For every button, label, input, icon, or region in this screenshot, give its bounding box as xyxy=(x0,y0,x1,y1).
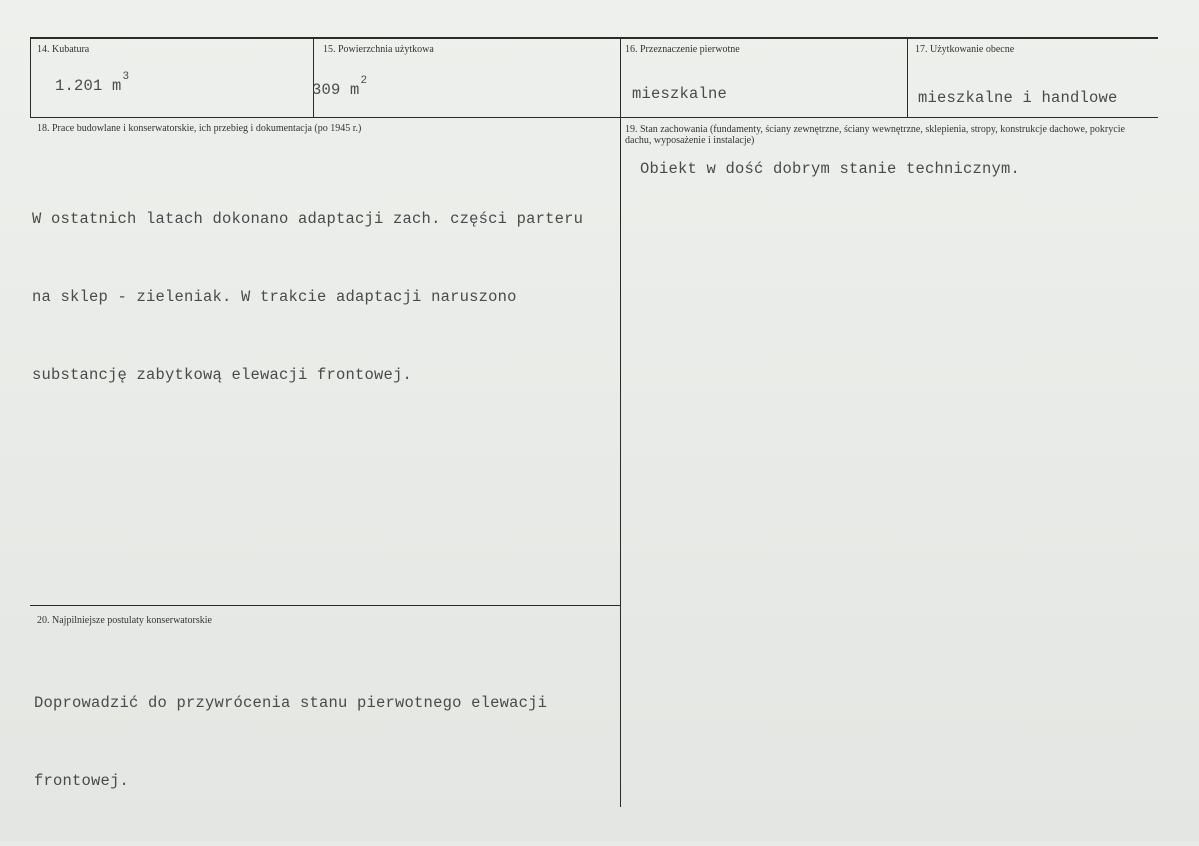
field-15-value xyxy=(312,75,368,99)
field-18-line-1: W ostatnich latach dokonano adaptacji zach. części parteru xyxy=(32,210,584,228)
field-20-text xyxy=(34,638,547,846)
field-18-line-2: na sklep - zieleniak. W trakcie adaptacji naruszono xyxy=(32,288,517,306)
divider-14-15 xyxy=(313,37,314,118)
field-16-value: mieszkalne xyxy=(632,85,728,103)
field-15-exponent: 2 xyxy=(360,75,368,87)
field-20-line-2: frontowej. xyxy=(34,772,130,790)
field-17-label: 17. Użytkowanie obecne xyxy=(915,44,1015,55)
field-14-exponent: 3 xyxy=(122,71,130,83)
field-18-label: 18. Prace budowlane i konserwatorskie, ich przebieg i dokumentacja (po 1945 r.) xyxy=(37,123,362,134)
center-divider xyxy=(620,37,621,807)
field-20-line-1: Doprowadzić do przywrócenia stanu pierwotnego elewacji xyxy=(34,694,548,712)
field-20-label: 20. Najpilniejsze postulaty konserwatorskie xyxy=(37,615,212,626)
field-16-label: 16. Przeznaczenie pierwotne xyxy=(625,44,740,55)
section-20-top-rule xyxy=(30,605,621,606)
field-15-label: 15. Powierzchnia użytkowa xyxy=(323,44,434,55)
top-rule xyxy=(30,37,1158,39)
row1-bottom-rule xyxy=(30,117,1158,118)
field-14-number: 1.201 m xyxy=(55,77,122,95)
field-19-label: 19. Stan zachowania (fundamenty, ściany zewnętrzne, ściany wewnętrzne, sklepienia, stropy, konstrukcje dachowe, pokrycie dachu, wyposażenie i instalacje) xyxy=(625,124,1125,146)
field-15-number: 309 m xyxy=(312,81,360,99)
divider-16-17 xyxy=(907,37,908,118)
field-14-value xyxy=(55,71,130,95)
left-rule xyxy=(30,37,31,118)
field-18-line-3: substancję zabytkową elewacji frontowej. xyxy=(32,366,413,384)
field-14-label: 14. Kubatura xyxy=(37,44,90,55)
field-19-value: Obiekt w dość dobrym stanie technicznym. xyxy=(640,160,1021,178)
field-17-value: mieszkalne i handlowe xyxy=(918,89,1118,107)
field-18-text xyxy=(32,154,583,440)
